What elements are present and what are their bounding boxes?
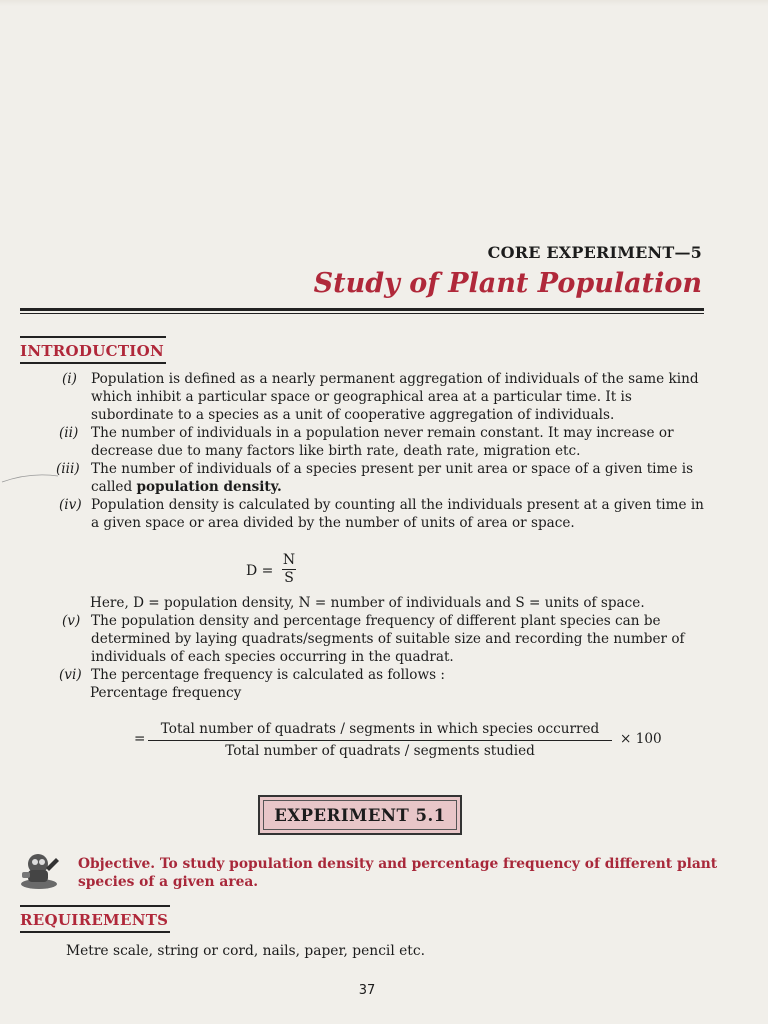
item-text: The percentage frequency is calculated as follows : bbox=[91, 667, 445, 683]
item-text: Population density is calculated by counting all the individuals present at a given time in a given space or area divided by the number of units of area or space. bbox=[91, 497, 704, 531]
item-bold-term: population density. bbox=[136, 479, 282, 495]
pf-numerator: Total number of quadrats / segments in which species occurred bbox=[160, 721, 600, 737]
list-item bbox=[59, 496, 712, 532]
requirements-heading: REQUIREMENTS bbox=[20, 911, 168, 929]
item-number: (v) bbox=[62, 613, 81, 629]
density-numerator: N bbox=[282, 552, 296, 568]
list-item bbox=[56, 460, 712, 496]
pf-denominator: Total number of quadrats / segments studied bbox=[225, 743, 535, 759]
density-denominator: S bbox=[284, 570, 294, 586]
item-number: (ii) bbox=[59, 425, 79, 441]
pencil-mark bbox=[0, 468, 60, 488]
density-fraction bbox=[282, 552, 296, 587]
pf-multiplier: × 100 bbox=[620, 731, 662, 747]
requirements-text: Metre scale, string or cord, nails, paper, pencil etc. bbox=[66, 943, 425, 959]
list-item bbox=[59, 424, 712, 460]
item-number: (vi) bbox=[59, 667, 82, 683]
experiment-label-box bbox=[258, 795, 462, 835]
title-rule-thin bbox=[20, 313, 704, 314]
objective-text: Objective. To study population density and percentage frequency of different plant species of a given area. bbox=[78, 856, 718, 890]
core-experiment-label: CORE EXPERIMENT—5 bbox=[487, 243, 702, 262]
introduction-heading: INTRODUCTION bbox=[20, 342, 164, 360]
formula-equals: = bbox=[134, 731, 146, 747]
density-formula-lhs: D = bbox=[246, 563, 274, 579]
experiment-label: EXPERIMENT 5.1 bbox=[263, 800, 457, 830]
fraction-bar bbox=[148, 740, 612, 741]
pf-fraction bbox=[148, 720, 612, 761]
introduction-list bbox=[56, 370, 712, 532]
list-item bbox=[62, 370, 712, 424]
microscope-person-icon bbox=[16, 848, 62, 892]
item-number: (iv) bbox=[59, 497, 82, 513]
item-text: Population is defined as a nearly permanent aggregation of individuals of the same kind which inhibit a particular space or geographical area at a particular time. It is subordinate to a species as a unit of cooperative aggregation of individuals. bbox=[91, 371, 699, 423]
here-text: Here, D = population density, N = number of individuals and S = units of space. bbox=[90, 595, 645, 611]
page-top-edge bbox=[0, 0, 768, 6]
percentage-frequency-label: Percentage frequency bbox=[90, 685, 242, 701]
item-text: The number of individuals of a species present per unit area or space of a given time is called bbox=[91, 461, 694, 495]
list-item bbox=[62, 612, 730, 666]
page-number: 37 bbox=[358, 983, 376, 998]
chapter-title: Study of Plant Population bbox=[313, 268, 702, 299]
item-text: The population density and percentage frequency of different plant species can be determined by laying quadrats/segments of suitable size and recording the number of individuals of each species occurring in the quadrat. bbox=[91, 613, 685, 665]
item-text: The number of individuals in a population never remain constant. It may increase or decrease due to many factors like birth rate, death rate, migration etc. bbox=[91, 425, 674, 459]
title-rule bbox=[20, 308, 704, 311]
item-number: (iii) bbox=[56, 461, 80, 477]
list-item bbox=[59, 666, 730, 684]
introduction-list-continued bbox=[59, 594, 730, 702]
item-number: (i) bbox=[62, 371, 77, 387]
